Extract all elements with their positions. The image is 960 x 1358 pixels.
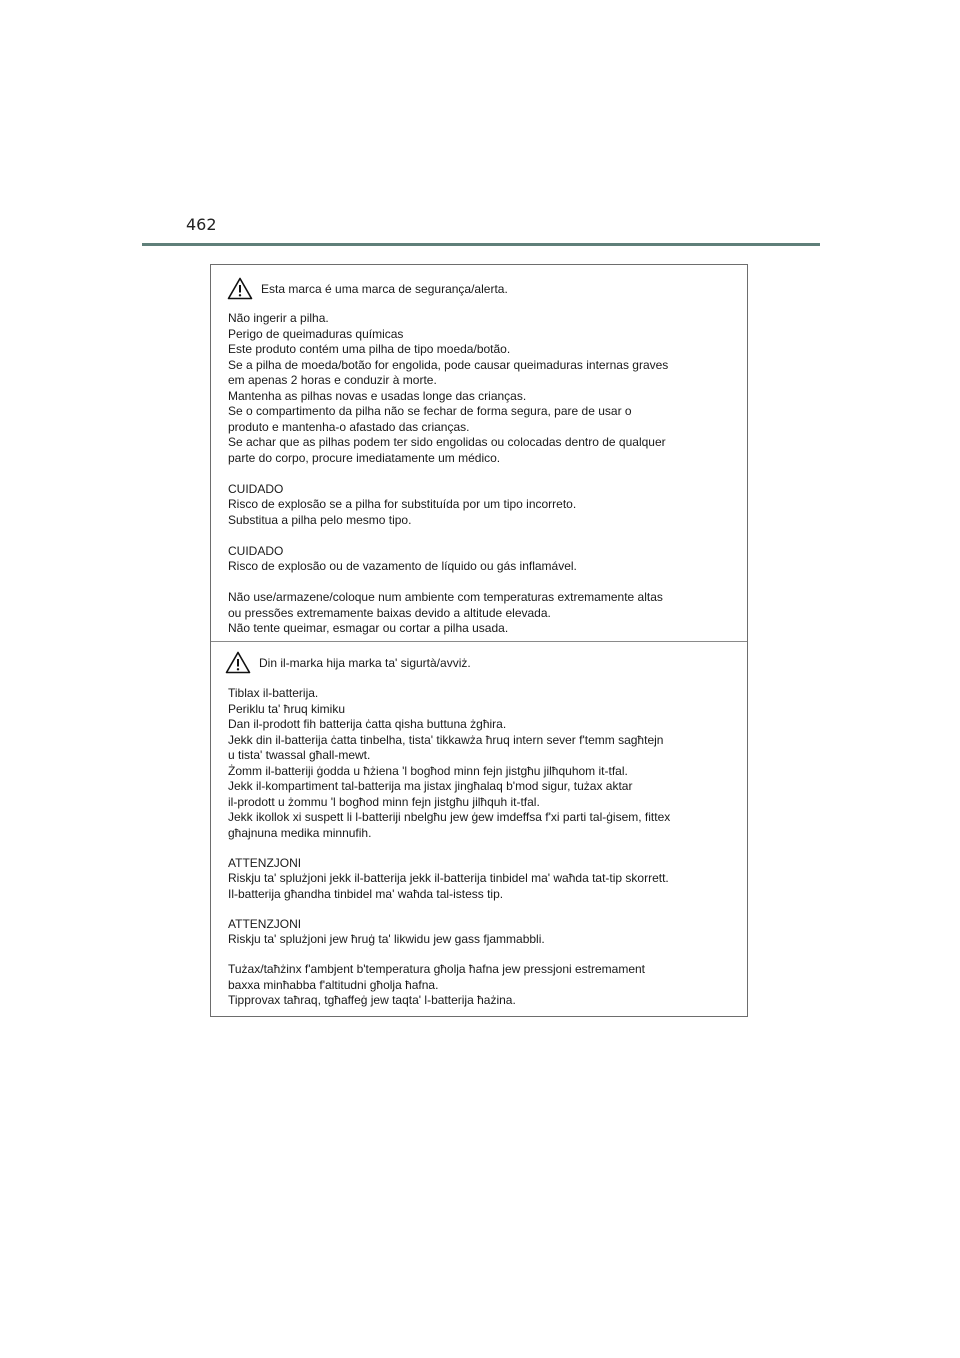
- portuguese-ingestion-warning: Não ingerir a pilha. Perigo de queimaduras químicas Este produto contém uma pilha de tipo moeda/botão. Se a pilha de moeda/botão for engolida, pode causar queimaduras internas graves em apenas 2 horas e conduzir à morte. Mantenha as pilhas novas e usadas longe das crianças. Se o compartimento da pilha não se fechar de forma segura, pare de usar o produto e mantenha-o afastado das crianças. Se achar que as pilhas podem ter sido engolidas ou colocadas dentro de qualquer parte do corpo, procure imediatamente um médico.: [228, 311, 669, 465]
- warning-triangle-icon: [225, 651, 251, 674]
- maltese-warning-section: [211, 641, 747, 1016]
- maltese-replacement-caution: ATTENZJONI Riskju ta' splużjoni jekk il-batterija jekk il-batterija tinbidel ma' waħda tat-tip skorrett. Il-batterija għandha tinbidel ma' waħda tal-istess tip.: [228, 855, 669, 901]
- portuguese-leak-caution: CUIDADO Risco de explosão ou de vazamento de líquido ou gás inflamável.: [228, 543, 577, 573]
- page-number: 462: [186, 215, 217, 234]
- portuguese-paragraphs: [228, 311, 737, 652]
- portuguese-alert-text: Esta marca é uma marca de segurança/alerta.: [261, 281, 508, 296]
- maltese-alert-text: Din il-marka hija marka ta' sigurtà/avviż.: [259, 655, 471, 670]
- maltese-paragraphs: [228, 686, 737, 1023]
- portuguese-alert-line: [227, 277, 508, 300]
- maltese-leak-caution: ATTENZJONI Riskju ta' splużjoni jew ħruġ ta' likwidu jew gass fjammabbli.: [228, 916, 545, 946]
- warning-triangle-icon: [227, 277, 253, 300]
- maltese-environment-warning: Tużax/taħżinx f'ambjent b'temperatura għolja ħafna jew pressjoni estremament baxxa minħabba f'altitudni għolja ħafna. Tipprovax taħraq, tgħaffeġ jew taqta' l-batterija ħażina.: [228, 962, 646, 1007]
- portuguese-environment-warning: Não use/armazene/coloque num ambiente com temperaturas extremamente altas ou pressões extremamente baixas devido a altitude elevada. Não tente queimar, esmagar ou cortar a pilha usada.: [228, 590, 663, 635]
- portuguese-warning-section: [211, 265, 747, 641]
- portuguese-replacement-caution: CUIDADO Risco de explosão se a pilha for substituída por um tipo incorreto. Substitua a pilha pelo mesmo tipo.: [228, 481, 577, 527]
- maltese-ingestion-warning: Tiblax il-batterija. Periklu ta' ħruq kimiku Dan il-prodott fih batterija ċatta qisha buttuna żgħira. Jekk din il-batterija ċatta tinbelha, tista' tikkawża ħruq intern sever f'temm sagħtejn u tista' twassal għall-mewt. Żomm il-batteriji ġodda u ħżiena 'l bogħod minn fejn jistgħu jilħquhom it-tfal. Jekk il-kompartiment tal-batterija ma jistax jingħalaq b'mod sigur, tużax aktar il-prodott u żommu 'l bogħod minn fejn jistgħu jilħquh it-tfal. Jekk ikollok xi suspett li l-batteriji nbelgħu jew ġew imdeffsa f'xi parti tal-ġisem, fittex għajnuna medika minnufih.: [228, 686, 671, 840]
- maltese-alert-line: [225, 651, 471, 674]
- battery-warning-box: [210, 264, 748, 1017]
- header-rule: [142, 243, 820, 246]
